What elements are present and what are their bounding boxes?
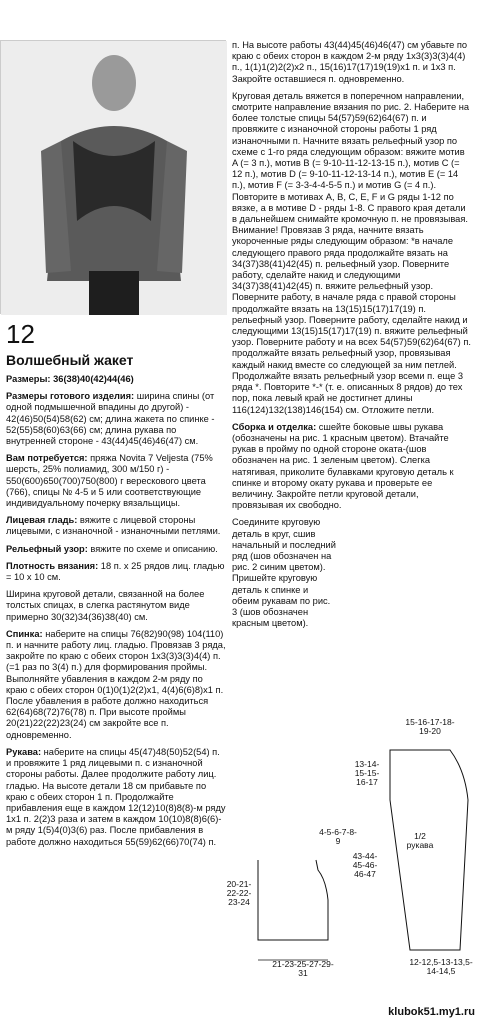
model-photo-drawing [1,41,227,315]
finished-size: Размеры готового изделия: ширина спины (от одной подмышечной впадины до другой) - 42(46)50(54)58(62) см; длина жакета по спинке - 52(55)58(60)63(66) см; длина рукава по внутренней стороне - 43(44)45(46)46(47) см. [6,391,215,447]
back-instructions: Спинка: наберите на спицы 76(82)90(98) 104(110) п. и начните работу лиц. гладью. Провязав 3 ряда, закройте по краю с обеих сторон 1x3(3)3(3)4(4) п. (=1 раз по 3(4) п.) для формирования проймы. Выполняйте убавления в каждом 2-м ряду по краю с обеих сторон 0(1)0(1)2(2)x1, 4(4)6(6)8)x1 п. После убавления в работе должно находиться 62(64)68(72)76(78) п. При высоте проймы 20(21)22(22)23(24) см закройте все п. одновременно. [6,628,226,740]
sleeve-name-label: 1/2 рукава [406,831,434,850]
gauge-note: Ширина круговой детали, связанной на более толстых спицах, в слегка растянутом виде примерно 30(32)34(36)38(40) см. [6,589,205,622]
back-height-label: 43-44-45-46-46-47 [352,851,378,879]
gauge: Плотность вязания: 18 п. x 25 рядов лиц. гладью = 10 x 10 см. [6,560,225,583]
back-side-label: 20-21-22-22-23-24 [226,879,252,907]
model-photo [0,40,226,314]
watermark: klubok51.my1.ru [388,1006,475,1018]
left-column [6,352,226,854]
sleeve-continued: п. На высоте работы 43(44)45(46)46(47) см убавьте по краю с обеих сторон в каждом 2-м ряду 1x3(3)3(3)4(4) п., 1(1)1(2)2(2)x2 п., 15(16)17(17)19(19)x1 п. и 1x3 п. Закройте оставшиеся п. одновременно. [232,40,468,84]
assembly: Сборка и отделка: сшейте боковые швы рукава (обозначены на рис. 1 красным цветом). Втачайте рукав в пройму по одной стороне оката-(шов обозначен на рис. 1 зеленым цветом). Слегка натягивая, приколите булавками круговую деталь к спинке и второму окату рукава и проверьте ее величину. Закройте петли круговой детали, провязывая их свободно. [232,421,454,511]
assembly-2: Соедините круговую деталь в круг, сшив начальный и последний ряд (шов обозначен на рис. 2 синим цветом). Пришейте круговую деталь к спинке и обеим рукавам по рис. 3 (шов обозначен красным цветом). [232,517,336,629]
materials: Вам потребуется: пряжа Novita 7 Veljesta (75% шерсть, 25% полиамид, 300 м/150 г) - 550(600)650(700)750(800) г верескового цвета (766), спицы № 4-5 и 5 или соответствующие индивидуальному почерку вязальщицы. [6,453,213,509]
sleeve-top-label: 15-16-17-18-19-20 [405,717,455,736]
back-bottom-label: 21-23-25-27-29-31 [272,959,334,978]
sizes: Размеры: 36(38)40(42)44(46) [6,374,134,384]
sleeve-cap-label: 13-14-15-15-16-17 [354,759,380,787]
circular-piece: Круговая деталь вяжется в поперечном направлении, смотрите направление вязания по рис. 2. Наберите на более толстые спицы 54(57)59(62)64(67) п. и провяжите с изнаночной стороны работы 1 ряд изнаночными п. Начните вязать рельефный узор по схеме с 1-го ряда следующим образом: вяжите мотив A (= 3 п.), мотив B (= 9-10-11-12-13-15 п.), мотив C (= 12 п.), мотив D (= 9-10-11-12-13-14 п.), мотив E (= 14 п.), мотив F (= 3-3-4-4-5-5 п.) и мотив G (= 4 п.). Повторите в мотивах A, B, C, E, F и G ряды 1-12 по вязке, а в мотиве D - ряды 1-8. С правого края детали в дальнейшем снимайте кромочную п. не провязывая. Внимание! Провязав 3 ряда, начните вязать укороченные ряды следующим образом: *в начале следующего правого ряда продолжайте вязать на 34(37)38(41)42(45) п. рельефный узор. Поверните работу, сделайте накид и следующими 34(37)38(41)42(45) п. вяжите рельефный узор. Поверните работу, в начале ряда с правой стороны продолжайте вязать на 13(15)15(17)17(19) п. рельефный узор. Поверните работу, сделайте накид и следующими 13(15)15(17)17(19) п. вяжите рельефный узор. Поверните работу и на всех 54(57)59(62)64(67) п. продолжайте вязать рельефный узор, провязывая каждый накид вместе со следующей за ним петлей. Продолжайте вязать рельефный узор всеми п. еще 3 ряда *. Повторите *-* (т. е. описанных 8 рядов) до тех пор, пока левый край не достигнет длины 116(124)132(138)146(154) см. Отложите петли. [232,90,471,415]
relief-pattern: Рельефный узор: вяжите по схеме и описанию. [6,543,218,554]
right-column [232,40,472,635]
stockinette: Лицевая гладь: вяжите с лицевой стороны лицевыми, с изнаночной - изнаночными петлями. [6,515,221,537]
pattern-title: Волшебный жакет [6,352,134,368]
pattern-number: 12 [6,319,35,349]
sleeve-instructions: Рукава: наберите на спицы 45(47)48(50)52(54) п. и провяжите 1 ряд лицевыми п. с изнаночной стороны работы. Далее продолжите работу лиц. гладью. На высоте детали 18 см прибавьте по краю с обеих сторон 1 п. Продолжайте прибавления еще в каждом 12(12)10(8)8(8)-м ряду 1x1 п. 2(2)3 раза и затем в каждом 10(10)8(8)6(6)-м ряду 1(5)4(0)3(6) раз. После прибавления в работе должно находиться 55(59)62(66)70(74) п. [6,746,226,847]
sleeve-bottom-label: 12-12,5-13-13,5-14-14,5 [409,957,473,976]
back-top-label: 4-5-6-7-8-9 [319,827,357,846]
sleeve-schematic [380,740,480,970]
